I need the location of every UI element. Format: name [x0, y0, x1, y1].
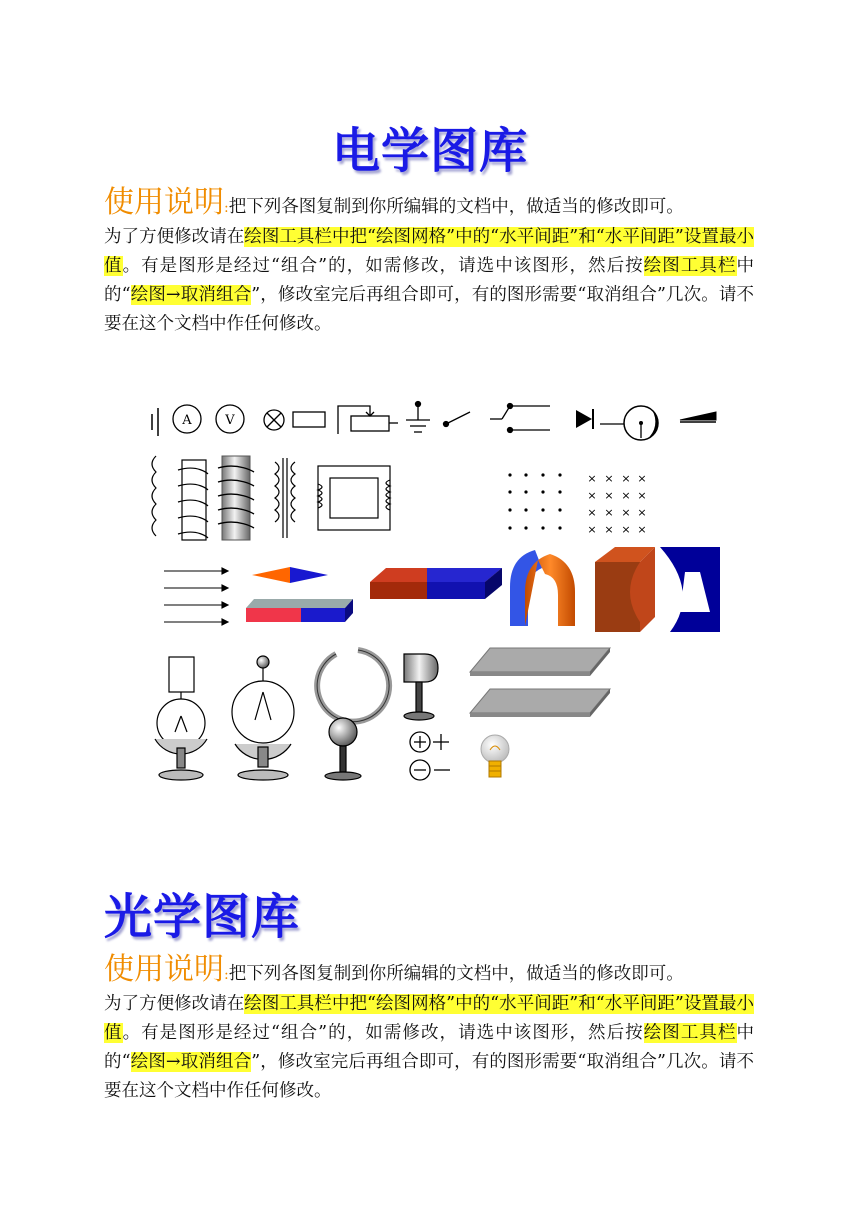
usage-intro-text: 把下列各图复制到你所编辑的文档中，做适当的修改即可。: [228, 197, 684, 217]
svg-text:×: ×: [604, 523, 614, 536]
two-way-switch-icon: [490, 404, 550, 433]
charged-ball-stand-icon: [325, 718, 361, 780]
field-lines-arrows-icon: [164, 568, 228, 625]
usage-intro-text: 把下列各图复制到你所编辑的文档中，做适当的修改即可。: [228, 964, 684, 984]
magnetic-field-crosses-icon: [587, 472, 646, 536]
lamp-symbol-icon: [264, 410, 284, 430]
highlight-text: 绘图工具栏: [643, 256, 737, 276]
transformer-core-icon: [318, 466, 390, 530]
svg-text:×: ×: [637, 506, 647, 519]
ground-icon: [406, 402, 430, 433]
rheostat-wedge-icon: [680, 412, 716, 420]
horseshoe-magnet-pair-icon: [595, 547, 720, 632]
body-text: ”，修改室完后再组合即可，有的图形需要“取消组合”几次。请不要在这个文档中作任何修改。: [104, 1052, 754, 1101]
voltmeter-label: V: [225, 413, 235, 428]
usage-colon: :: [224, 967, 229, 983]
body-text: 为了方便修改请在: [104, 227, 245, 247]
transformer-symbol-icon: [275, 458, 295, 538]
switch-icon: [444, 412, 471, 427]
resistor-icon: [293, 412, 325, 427]
usage-instructions-1: [104, 185, 755, 339]
split-ring-icon: [317, 650, 389, 722]
body-text: ”，修改室完后再组合即可，有的图形需要“取消组合”几次。请不要在这个文档中作任何修改。: [104, 285, 754, 334]
svg-text:×: ×: [637, 472, 647, 485]
highlight-text: 绘图工具栏中把“绘图网格”中的“水平间距”和“水平间距”设置最小值: [104, 994, 755, 1043]
svg-text:×: ×: [604, 489, 614, 502]
light-bulb-icon: [481, 735, 509, 777]
svg-text:×: ×: [621, 506, 631, 519]
solenoid-icon: [178, 460, 208, 540]
bar-magnet-large-icon: [370, 568, 502, 599]
body-text: 中的“: [104, 256, 755, 305]
ammeter-icon: [173, 405, 201, 433]
electroscope-2-icon: [232, 656, 294, 780]
svg-text:×: ×: [621, 523, 631, 536]
discharge-stand-icon: [404, 654, 438, 720]
magnetic-field-dots-icon: [508, 473, 561, 529]
svg-text:×: ×: [587, 523, 597, 536]
body-text: 。有是图形是经过“组合”的，如需修改，请选中该图形，然后按: [122, 1023, 644, 1043]
ammeter-label: A: [182, 413, 192, 428]
u-magnet-icon: [510, 550, 575, 626]
electrical-symbols-gallery[interactable]: [140, 392, 740, 792]
highlight-text: 绘图→取消组合: [130, 285, 252, 305]
plus-minus-symbols-icon: [410, 732, 450, 780]
rheostat-icon: [338, 406, 398, 434]
usage-label: 使用说明: [104, 952, 224, 987]
usage-colon: :: [224, 200, 229, 216]
usage-label: 使用说明: [104, 185, 224, 220]
body-text: 。有是图形是经过“组合”的，如需修改，请选中该图形，然后按: [122, 256, 644, 276]
battery-icon: [152, 408, 158, 436]
svg-text:×: ×: [604, 506, 614, 519]
parallel-plates-icon: [470, 648, 610, 717]
svg-text:×: ×: [587, 489, 597, 502]
svg-text:×: ×: [587, 506, 597, 519]
electroscope-1-icon: [155, 657, 207, 780]
bar-magnet-small-icon: [246, 599, 353, 622]
iron-core-solenoid-icon: [218, 456, 254, 540]
svg-text:×: ×: [637, 489, 647, 502]
diode-icon: [576, 409, 593, 429]
svg-text:×: ×: [621, 489, 631, 502]
inductor-coil-icon: [152, 456, 156, 536]
voltmeter-icon: [216, 405, 244, 433]
body-text: 中的“: [104, 1023, 755, 1072]
highlight-text: 绘图→取消组合: [130, 1052, 252, 1072]
body-text: 为了方便修改请在: [104, 994, 245, 1014]
usage-instructions-2: [104, 952, 755, 1106]
highlight-text: 绘图工具栏中把“绘图网格”中的“水平间距”和“水平间距”设置最小值: [104, 227, 755, 276]
svg-text:×: ×: [587, 472, 597, 485]
highlight-text: 绘图工具栏: [643, 1023, 737, 1043]
svg-text:×: ×: [637, 523, 647, 536]
svg-text:×: ×: [604, 472, 614, 485]
compass-needle-icon: [252, 567, 328, 583]
electrics-library-title: 电学图库: [331, 123, 528, 179]
oscillator-source-icon: [600, 406, 658, 440]
optics-library-title: 光学图库: [104, 889, 301, 945]
svg-text:×: ×: [621, 472, 631, 485]
